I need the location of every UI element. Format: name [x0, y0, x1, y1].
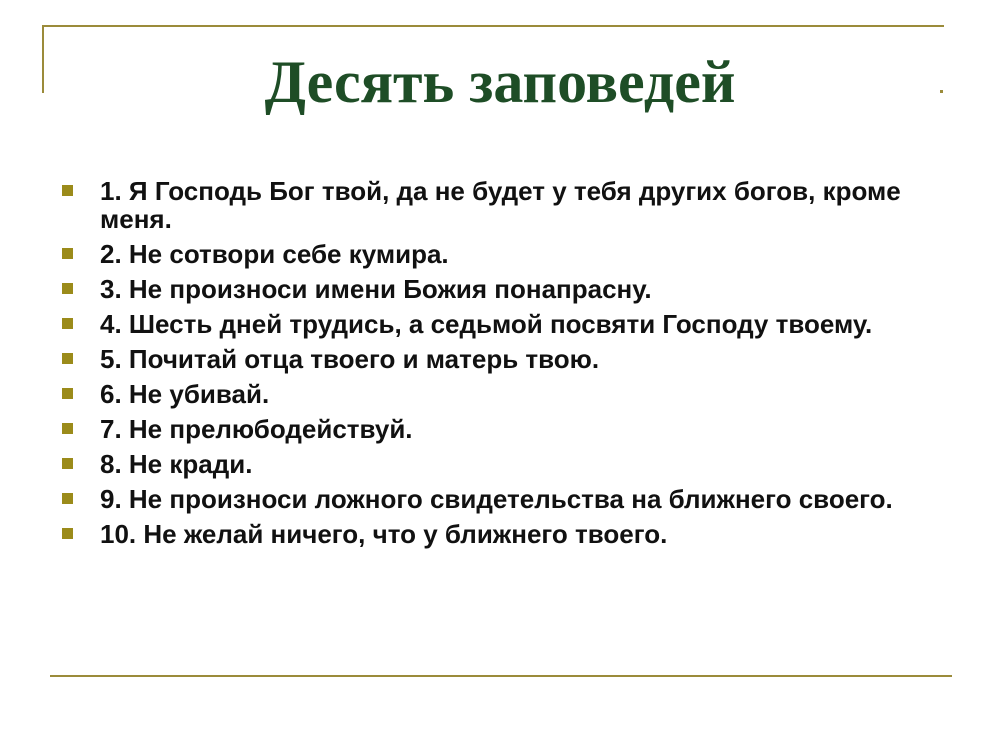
square-bullet-icon [62, 318, 73, 329]
list-item [62, 380, 942, 408]
square-bullet-icon [62, 423, 73, 434]
list-item [62, 345, 942, 373]
list-item-text: 3. Не произноси имени Божия понапрасну. [100, 274, 652, 304]
list-item [62, 177, 942, 233]
list-item [62, 415, 942, 443]
list-item [62, 310, 942, 338]
list-item-text: 6. Не убивай. [100, 379, 270, 409]
list-item [62, 450, 942, 478]
list-item [62, 240, 942, 268]
square-bullet-icon [62, 283, 73, 294]
square-bullet-icon [62, 493, 73, 504]
list-item [62, 485, 942, 513]
square-bullet-icon [62, 248, 73, 259]
square-bullet-icon [62, 388, 73, 399]
frame-top-line [42, 25, 944, 27]
list-item-text: 5. Почитай отца твоего и матерь твою. [100, 344, 600, 374]
square-bullet-icon [62, 528, 73, 539]
list-item [62, 520, 942, 548]
list-item-text: 4. Шесть дней трудись, а седьмой посвяти Господу твоему. [100, 309, 873, 339]
list-item-text: 1. Я Господь Бог твой, да не будет у тебя других богов, кроме меня. [100, 176, 901, 234]
commandments-list [62, 177, 942, 555]
list-item-text: 8. Не кради. [100, 449, 253, 479]
list-item-text: 2. Не сотвори себе кумира. [100, 239, 449, 269]
list-item-text: 9. Не произноси ложного свидетельства на ближнего своего. [100, 484, 893, 514]
list-item-text: 7. Не прелюбодействуй. [100, 414, 413, 444]
square-bullet-icon [62, 353, 73, 364]
square-bullet-icon [62, 185, 73, 196]
slide-title: Десять заповедей [264, 49, 736, 115]
list-item-text: 10. Не желай ничего, что у ближнего твоего. [100, 519, 668, 549]
list-item [62, 275, 942, 303]
square-bullet-icon [62, 458, 73, 469]
frame-bottom-line [50, 675, 952, 677]
